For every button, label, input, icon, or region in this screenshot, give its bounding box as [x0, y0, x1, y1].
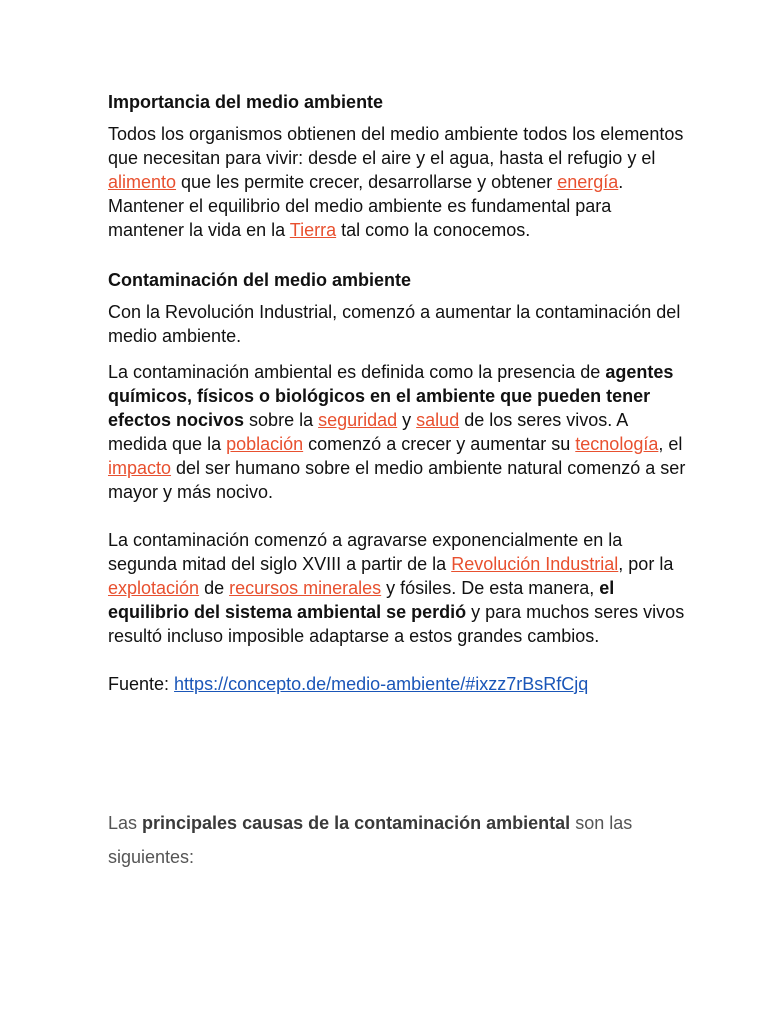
text-run: y: [397, 410, 417, 430]
link-explotacion[interactable]: explotación: [108, 578, 200, 598]
text-run: del ser humano sobre el medio ambiente natural comenzó a ser mayor y más nocivo.: [108, 458, 686, 502]
text-run: son las siguientes:: [108, 813, 633, 867]
text-run: que les permite crecer, desarrollarse y obtener: [176, 172, 558, 192]
heading-importancia: Importancia del medio ambiente: [108, 92, 384, 112]
source-line: [108, 672, 688, 696]
bold-agentes: agentes químicos, físicos o biológicos en el ambiente que pueden tener efectos nocivos: [108, 362, 674, 430]
text-run: La contaminación ambiental es definida como la presencia de: [108, 362, 606, 382]
text-run: comenzó a crecer y aumentar su: [303, 434, 576, 454]
text-run: y para muchos seres vivos resultó incluso imposible adaptarse a estos grandes cambios.: [108, 602, 685, 646]
heading-contaminacion: Contaminación del medio ambiente: [108, 270, 412, 290]
link-alimento[interactable]: alimento: [108, 172, 177, 192]
link-tecnologia[interactable]: tecnología: [575, 434, 659, 454]
text-run: de: [199, 578, 230, 598]
link-salud[interactable]: salud: [416, 410, 460, 430]
text-run: Todos los organismos obtienen del medio ambiente todos los elementos que necesitan para vivir: desde el aire y el agua, hasta el refugio y el: [108, 124, 684, 168]
paragraph-definicion: [108, 360, 688, 504]
paragraph-revolucion: Con la Revolución Industrial, comenzó a aumentar la contaminación del medio ambiente.: [108, 302, 681, 346]
bold-equilibrio: el equilibrio del sistema ambiental se perdió: [108, 578, 615, 622]
text-run: . Mantener el equilibrio del medio ambiente es fundamental para mantener la vida en la: [108, 172, 624, 240]
text-run: de los seres vivos. A medida que la: [108, 410, 628, 454]
text-run: tal como la conocemos.: [336, 220, 531, 240]
text-run: sobre la: [244, 410, 319, 430]
link-seguridad[interactable]: seguridad: [318, 410, 398, 430]
text-run: , el: [658, 434, 683, 454]
source-label: Fuente:: [108, 674, 175, 694]
link-impacto[interactable]: impacto: [108, 458, 172, 478]
link-energia[interactable]: energía: [557, 172, 619, 192]
paragraph-agravarse: [108, 528, 688, 648]
link-tierra[interactable]: Tierra: [289, 220, 337, 240]
paragraph-causas: [108, 806, 688, 874]
paragraph-importancia: [108, 122, 688, 242]
link-recursos-minerales[interactable]: recursos minerales: [229, 578, 382, 598]
text-run: y fósiles. De esta manera,: [381, 578, 600, 598]
source-link[interactable]: https://concepto.de/medio-ambiente/#ixzz7rBsRfCjq: [174, 674, 589, 694]
text-run: , por la: [618, 554, 674, 574]
bold-causas: principales causas de la contaminación ambiental: [142, 813, 571, 833]
document-body: [108, 90, 688, 874]
text-run: Las: [108, 813, 143, 833]
text-run: La contaminación comenzó a agravarse exponencialmente en la segunda mitad del siglo XVIII a partir de la: [108, 530, 623, 574]
link-revolucion-industrial[interactable]: Revolución Industrial: [451, 554, 619, 574]
link-poblacion[interactable]: población: [226, 434, 304, 454]
